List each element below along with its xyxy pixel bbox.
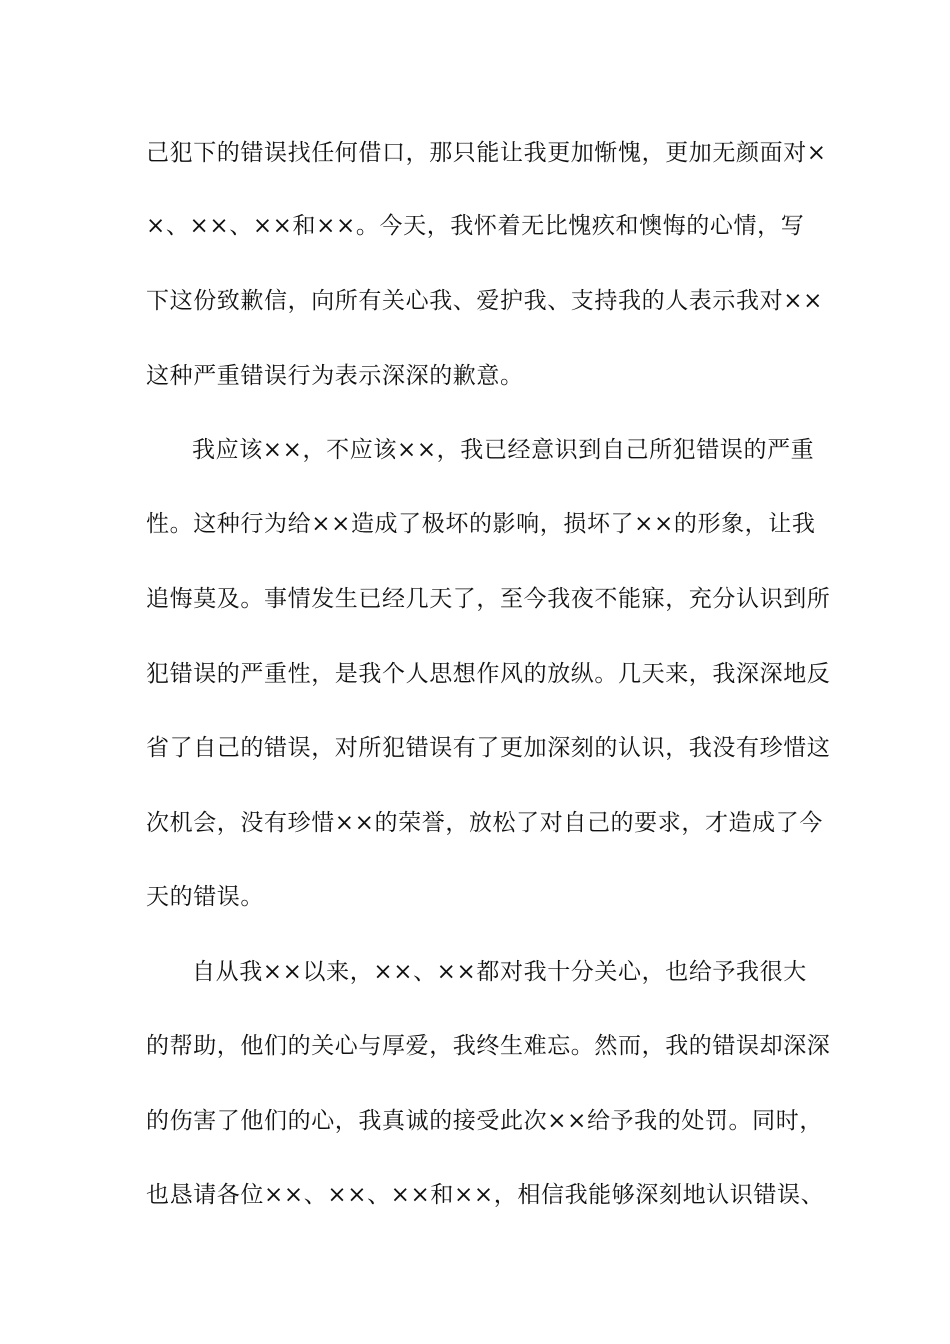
text-line: 省了自己的错误，对所犯错误有了更加深刻的认识，我没有珍惜这 xyxy=(146,735,831,761)
text-line: ×、××、××和××。今天，我怀着无比愧疚和懊悔的心情，写 xyxy=(146,213,805,239)
text-line: 的帮助，他们的关心与厚爱，我终生难忘。然而，我的错误却深深 xyxy=(146,1033,831,1059)
paragraph-start-line: 自从我××以来，××、××都对我十分关心，也给予我很大 xyxy=(192,959,807,985)
paragraph-start-line: 我应该××，不应该××，我已经意识到自己所犯错误的严重 xyxy=(192,437,815,463)
text-line: 这种严重错误行为表示深深的歉意。 xyxy=(146,363,524,389)
text-line: 己犯下的错误找任何借口，那只能让我更加惭愧，更加无颜面对× xyxy=(146,140,827,166)
text-line: 犯错误的严重性，是我个人思想作风的放纵。几天来，我深深地反 xyxy=(146,661,831,687)
text-line: 也恳请各位××、××、××和××，相信我能够深刻地认识错误、 xyxy=(146,1182,825,1208)
text-line: 天的错误。 xyxy=(146,884,264,910)
text-line: 的伤害了他们的心，我真诚的接受此次××给予我的处罚。同时， xyxy=(146,1108,823,1134)
text-line: 追悔莫及。事情发生已经几天了，至今我夜不能寐，充分认识到所 xyxy=(146,586,831,612)
text-line: 下这份致歉信，向所有关心我、爱护我、支持我的人表示我对×× xyxy=(146,288,823,314)
text-line: 次机会，没有珍惜××的荣誉，放松了对自己的要求，才造成了今 xyxy=(146,810,823,836)
text-line: 性。这种行为给××造成了极坏的影响，损坏了××的形象，让我 xyxy=(146,511,816,537)
